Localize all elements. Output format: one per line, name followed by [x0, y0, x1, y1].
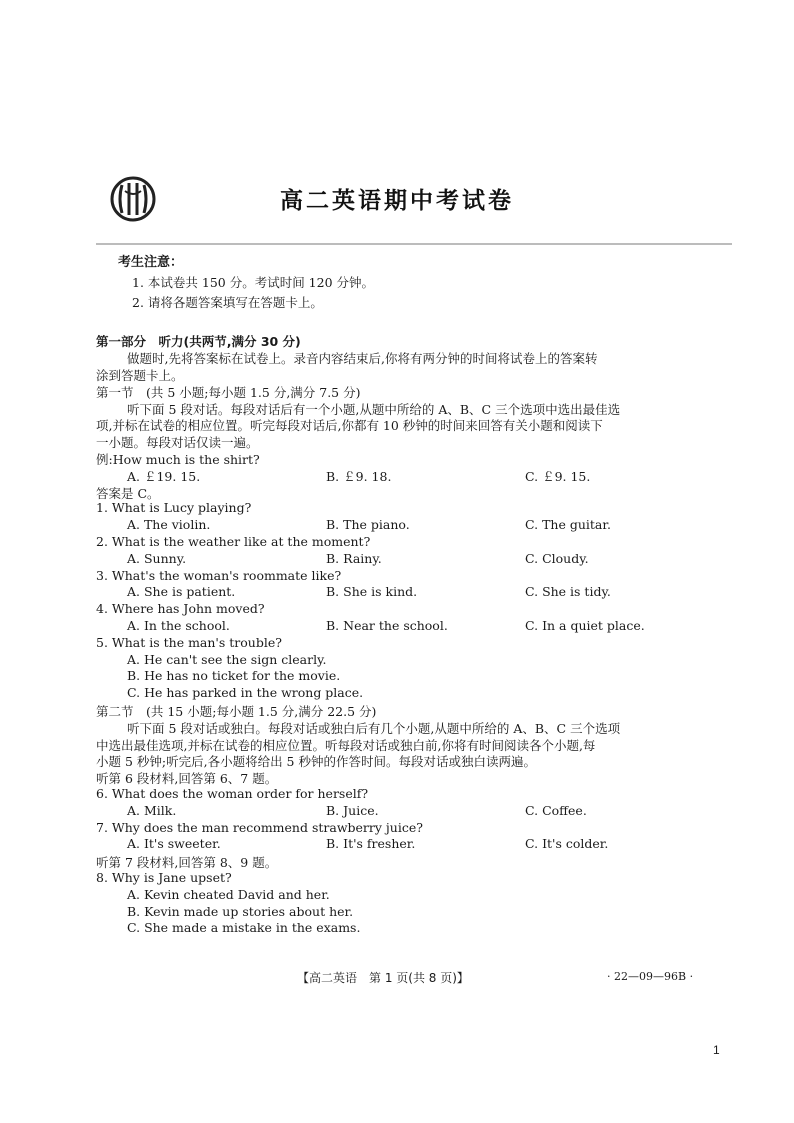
option-b: B. It's fresher.: [326, 836, 416, 851]
section2-heading: 第二节 (共 15 小题;每小题 1.5 分,满分 22.5 分): [96, 704, 377, 719]
option-b: B. Juice.: [326, 803, 379, 818]
option-c: C. She made a mistake in the exams.: [127, 920, 361, 935]
footer-page-info: 【高二英语 第 1 页(共 8 页)】: [297, 971, 469, 985]
section2-instruction: 听下面 5 段对话或独白。每段对话或独白后有几个小题,从题中所给的 A、B、C 三个选项: [127, 721, 621, 736]
part1-instruction: 做题时,先将答案标在试卷上。录音内容结束后,你将有两分钟的时间将试卷上的答案转: [127, 351, 598, 366]
option-a: A. It's sweeter.: [127, 836, 221, 851]
notice-item: 2. 请将各题答案填写在答题卡上。: [132, 295, 323, 310]
notice-item: 1. 本试卷共 150 分。考试时间 120 分钟。: [132, 275, 375, 290]
option-c: C. In a quiet place.: [525, 618, 645, 633]
page-title: 高二英语期中考试卷: [280, 188, 514, 214]
question-6: 6. What does the woman order for herself?: [96, 786, 369, 801]
question-1: 1. What is Lucy playing?: [96, 500, 252, 515]
option-a: A. The violin.: [127, 517, 211, 532]
section1-instruction: 项,并标在试卷的相应位置。听完每段对话后,你都有 10 秒钟的时间来回答有关小题和阅读下: [96, 418, 603, 433]
header-divider: [96, 243, 732, 245]
option-a: A. He can't see the sign clearly.: [127, 652, 327, 667]
option-b: B. Rainy.: [326, 551, 382, 566]
question-8: 8. Why is Jane upset?: [96, 870, 232, 885]
option-c: C. The guitar.: [525, 517, 611, 532]
example-option-a: A. ￡19. 15.: [127, 469, 201, 484]
part1-heading: 第一部分 听力(共两节,满分 30 分): [96, 334, 301, 349]
option-b: B. She is kind.: [326, 584, 418, 599]
option-c: C. Cloudy.: [525, 551, 589, 566]
example-question: 例:How much is the shirt?: [96, 452, 260, 467]
section1-heading: 第一节 (共 5 小题;每小题 1.5 分,满分 7.5 分): [96, 385, 361, 400]
question-2: 2. What is the weather like at the moment?: [96, 534, 371, 549]
option-a: A. In the school.: [127, 618, 230, 633]
option-c: C. He has parked in the wrong place.: [127, 685, 364, 700]
section1-instruction: 听下面 5 段对话。每段对话后有一个小题,从题中所给的 A、B、C 三个选项中选出最佳选: [127, 402, 621, 417]
option-b: B. He has no ticket for the movie.: [127, 668, 341, 683]
question-7: 7. Why does the man recommend strawberry juice?: [96, 820, 423, 835]
section2-instruction: 中选出最佳选项,并标在试卷的相应位置。听每段对话或独白前,你将有时间阅读各个小题,每: [96, 738, 596, 753]
option-a: A. Kevin cheated David and her.: [127, 887, 330, 902]
option-a: A. Milk.: [127, 803, 177, 818]
example-option-c: C. ￡9. 15.: [525, 469, 591, 484]
notice-heading: 考生注意：: [118, 255, 184, 270]
option-a: A. She is patient.: [127, 584, 236, 599]
page-number: 1: [713, 1043, 720, 1057]
example-answer: 答案是 C。: [96, 486, 160, 501]
section1-instruction: 一小题。每段对话仅读一遍。: [96, 435, 259, 450]
footer-code: · 22—09—96B ·: [607, 970, 694, 983]
option-a: A. Sunny.: [127, 551, 187, 566]
option-c: C. Coffee.: [525, 803, 587, 818]
option-b: B. Kevin made up stories about her.: [127, 904, 354, 919]
option-b: B. The piano.: [326, 517, 410, 532]
example-option-b: B. ￡9. 18.: [326, 469, 392, 484]
question-5: 5. What is the man's trouble?: [96, 635, 282, 650]
material-lead: 听第 7 段材料,回答第 8、9 题。: [96, 855, 278, 870]
material-lead: 听第 6 段材料,回答第 6、7 题。: [96, 771, 278, 786]
part1-instruction: 涂到答题卡上。: [96, 368, 184, 383]
option-c: C. She is tidy.: [525, 584, 611, 599]
section2-instruction: 小题 5 秒钟;听完后,各小题将给出 5 秒钟的作答时间。每段对话或独白读两遍。: [96, 754, 536, 769]
option-c: C. It's colder.: [525, 836, 609, 851]
option-b: B. Near the school.: [326, 618, 448, 633]
question-3: 3. What's the woman's roommate like?: [96, 568, 342, 583]
question-4: 4. Where has John moved?: [96, 601, 265, 616]
